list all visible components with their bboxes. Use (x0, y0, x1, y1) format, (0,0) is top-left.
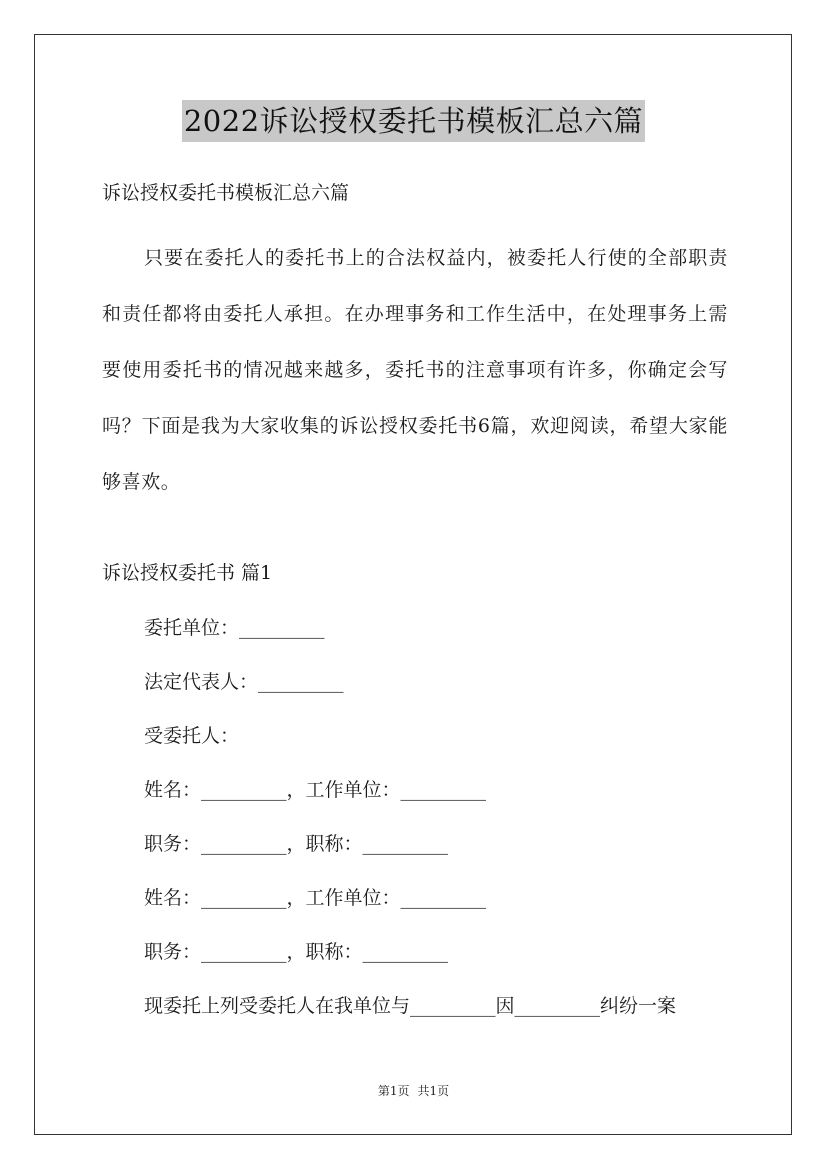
form-line-agent1-title: 职务：_________，职称：_________ (144, 833, 449, 855)
document-title: 2022诉讼授权委托书模板汇总六篇 (182, 100, 645, 142)
section-heading: 诉讼授权委托书 篇1 (102, 562, 273, 584)
page-footer (0, 1082, 827, 1100)
page-total: 共1页 (417, 1084, 450, 1098)
form-line-case-statement: 现委托上列受委托人在我单位与_________因_________纠纷一案 (144, 995, 677, 1017)
title-container (0, 100, 827, 142)
form-line-agent2-name: 姓名：_________，工作单位：_________ (144, 887, 487, 909)
intro-paragraph: 只要在委托人的委托书上的合法权益内，被委托人行使的全部职责和责任都将由委托人承担。在办理事务和工作生活中，在处理事务上需要使用委托书的情况越来越多，委托书的注意事项有许多，你确定会写吗？下面是我为大家收集的诉讼授权委托书6篇，欢迎阅读，希望大家能够喜欢。 (102, 247, 728, 493)
form-line-agent-label: 受委托人： (144, 725, 240, 747)
form-line-agent2-title: 职务：_________，职称：_________ (144, 941, 449, 963)
document-subtitle: 诉讼授权委托书模板汇总六篇 (102, 182, 350, 204)
form-line-agent1-name: 姓名：_________，工作单位：_________ (144, 779, 487, 801)
form-line-client-unit: 委托单位：_________ (144, 617, 325, 639)
page-number: 第1页 (377, 1084, 410, 1098)
form-line-legal-rep: 法定代表人：_________ (144, 671, 344, 693)
